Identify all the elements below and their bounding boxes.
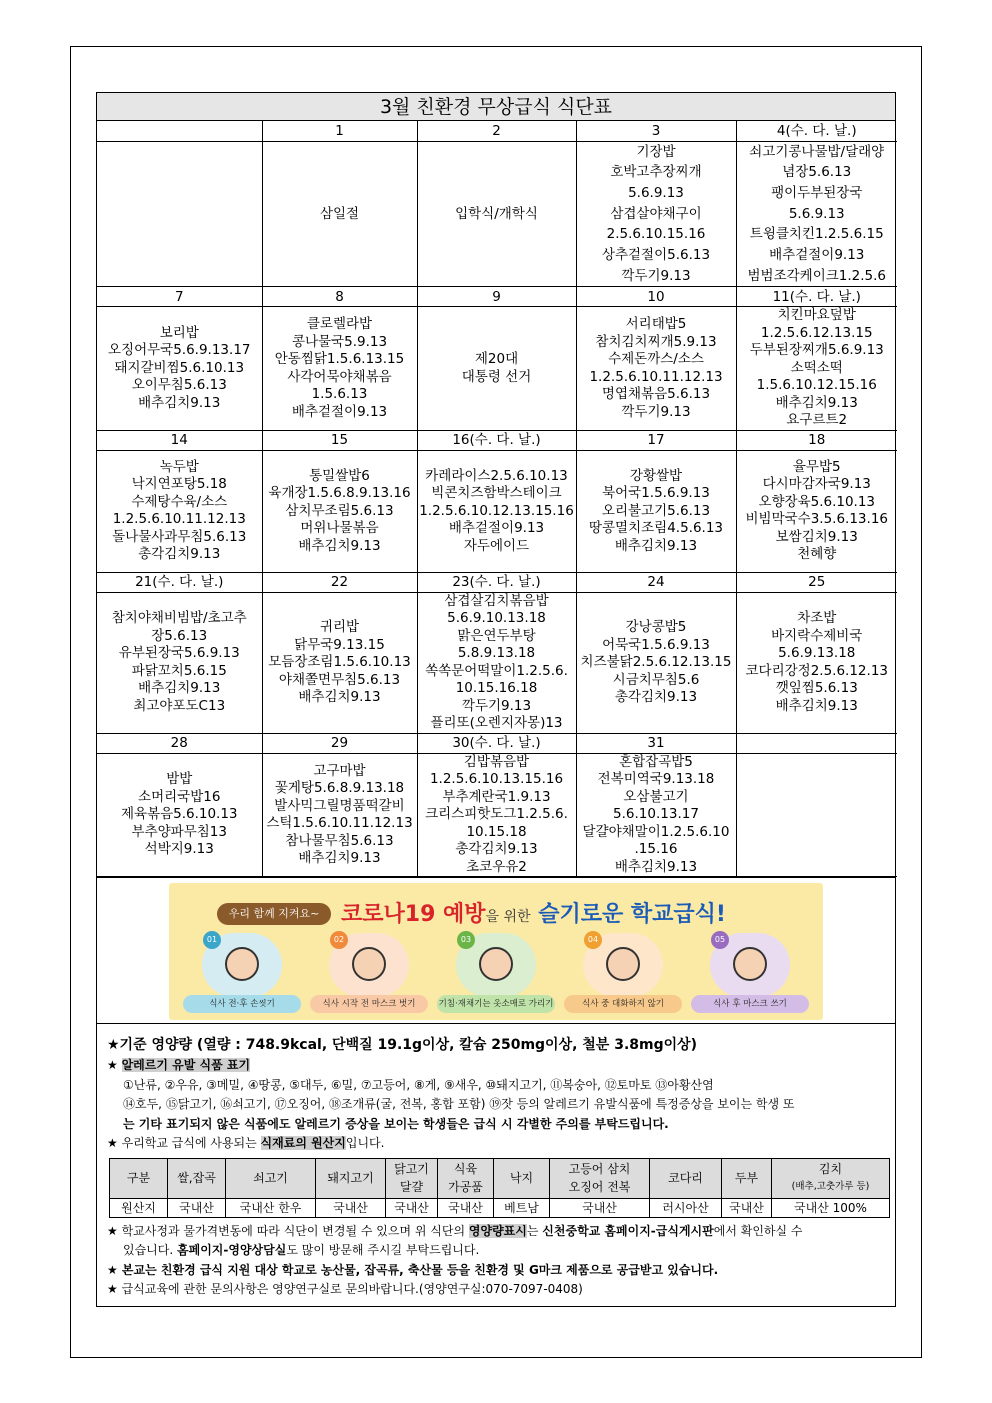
menu-item: 낙지연포탕5.18 <box>131 476 227 493</box>
origin-post: 입니다. <box>345 1136 385 1151</box>
menu-item: 소머리국밥16 <box>138 788 221 805</box>
menu-item: 자두에이드 <box>463 537 530 554</box>
menu-item: 통밀쌀밥6 <box>309 467 370 484</box>
step-number: 04 <box>584 931 602 949</box>
menu-item: 꽃게탕5.6.8.9.13.18 <box>274 780 405 797</box>
menu-item: 크리스피핫도그1.2.5.6. <box>425 806 568 823</box>
menu-item: 1.2.5.6.10.13.15.16 <box>429 771 564 788</box>
menu-row <box>97 753 897 877</box>
menu-item: 부추계란국1.9.13 <box>442 788 551 805</box>
origin-value-cell: 국내산 한우 <box>226 1198 316 1217</box>
menu-item: 소떡소떡 <box>790 359 843 376</box>
origin-heading <box>107 1134 885 1154</box>
page-title: 3월 친환경 무상급식 식단표 <box>97 93 895 121</box>
menu-item: 고구마밥 <box>313 762 366 779</box>
menu-cell <box>262 450 417 572</box>
menu-cell <box>576 753 736 877</box>
menu-item: 달걀야채말이1.2.5.6.10 <box>582 823 730 840</box>
menu-sheet <box>96 92 896 1307</box>
origin-value-cell: 국내산 <box>386 1198 438 1217</box>
origin-header-cell <box>438 1158 494 1198</box>
menu-item: 입학식/개학식 <box>455 205 538 222</box>
menu-item: 강황쌀밥 <box>629 467 683 484</box>
change-mid: 는 <box>526 1223 539 1238</box>
menu-cell <box>262 753 417 877</box>
date-cell: 22 <box>262 572 417 592</box>
menu-item: 밤밥 <box>166 771 193 788</box>
menu-item: 오징어무국5.6.9.13.17 <box>108 342 251 359</box>
menu-item: 보리밥 <box>159 324 199 341</box>
change-post: 에서 확인하실 수 <box>713 1223 803 1238</box>
step-3 <box>437 931 555 1017</box>
menu-item: 참치야채비빔밥/초고추 <box>111 610 247 627</box>
menu-item: 깻잎찜5.6.13 <box>775 680 858 697</box>
origin-header-text: 쇠고기 <box>253 1171 288 1186</box>
menu-cell <box>417 450 576 572</box>
origin-value-row <box>110 1198 890 1217</box>
menu-cell <box>736 307 897 431</box>
menu-item: 배추김치9.13 <box>138 680 221 697</box>
menu-item: 닭무국9.13.15 <box>294 636 385 653</box>
menu-item: 요구르트2 <box>786 412 848 429</box>
nutrition-standard: ★기준 영양량 (열량 : 748.9kcal, 단백질 19.1g이상, 칼슘 250mg이상, 철분 3.8mg이상) <box>107 1037 698 1054</box>
menu-item: 코다리강정2.5.6.12.13 <box>745 662 888 679</box>
menu-item: .15.16 <box>634 841 678 858</box>
menu-item: 쇠고기콩나물밥/달래양 <box>749 143 885 160</box>
menu-item: 대통령 선거 <box>461 368 532 385</box>
menu-item: 오이무침5.6.13 <box>131 377 227 394</box>
banner-headline <box>341 897 726 928</box>
menu-item: 시금치무침5.6 <box>612 671 700 688</box>
menu-item: 머위나물볶음 <box>300 520 379 537</box>
menu-cell <box>97 141 262 287</box>
menu-item: 트윙클치킨1.2.5.6.15 <box>749 226 884 243</box>
change-line2-bold: 홈페이지-영양상담실 <box>177 1243 287 1258</box>
menu-item: 배추김치9.13 <box>298 850 381 867</box>
menu-item: 육개장1.5.6.8.9.13.16 <box>268 485 411 502</box>
origin-table <box>109 1158 890 1218</box>
date-cell: 25 <box>736 572 897 592</box>
allergy-line-1: ①난류, ②우유, ③메밀, ④땅콩, ⑤대두, ⑥밀, ⑦고등어, ⑧게, ⑨새우, ⑩돼지고기, ⑪복숭아, ⑫토마토 ⑬아황산염 <box>123 1077 714 1092</box>
date-cell: 4(수. 다. 날.) <box>736 121 897 141</box>
menu-item: 야채쫄면무침5.6.13 <box>278 671 401 688</box>
menu-item: 깍두기9.13 <box>621 403 691 420</box>
menu-item: 북어국1.5.6.9.13 <box>602 485 710 502</box>
origin-highlight: 식재료의 원산지 <box>260 1136 346 1151</box>
change-notice <box>107 1222 885 1242</box>
menu-item: 총각김치9.13 <box>614 689 698 706</box>
allergy-line-2: ⑭호두, ⑮닭고기, ⑯쇠고기, ⑰오징어, ⑱조개류(굴, 전복, 홍합 포함) ⑲잣 등의 알레르기 유발식품에 특정증상을 보이는 학생 또 <box>123 1097 795 1112</box>
origin-header-text: 코다리 <box>668 1171 703 1186</box>
menu-cell <box>97 307 262 431</box>
menu-item: 모듬장조림1.5.6.10.13 <box>268 654 411 671</box>
menu-cell <box>97 592 262 733</box>
banner-row <box>97 877 895 1023</box>
origin-value-cell: 국내산 <box>722 1198 772 1217</box>
menu-item: 5.6.10.13.17 <box>613 806 699 823</box>
date-cell <box>736 733 897 753</box>
menu-item: 배추김치9.13 <box>138 394 221 411</box>
menu-item: 배추김치9.13 <box>298 537 381 554</box>
menu-cell <box>576 307 736 431</box>
date-cell: 17 <box>576 430 736 450</box>
origin-header-cell <box>772 1158 890 1198</box>
menu-item: 배추김치9.13 <box>775 697 858 714</box>
origin-value-cell: 베트남 <box>494 1198 550 1217</box>
menu-row <box>97 307 897 431</box>
date-row <box>97 733 897 753</box>
origin-header-text: 돼지고기 <box>327 1171 374 1186</box>
step-number: 01 <box>203 931 221 949</box>
menu-item: 강낭콩밥5 <box>625 619 687 636</box>
menu-item: 오리불고기5.6.13 <box>601 502 711 519</box>
menu-item: 10.15.16.18 <box>455 680 538 697</box>
menu-item: 기장밥 <box>636 143 676 160</box>
menu-item: 장5.6.13 <box>151 627 208 644</box>
menu-cell <box>262 307 417 431</box>
origin-header-text: 식육 <box>453 1162 478 1177</box>
menu-item: 비빔막국수3.5.6.13.16 <box>745 511 888 528</box>
menu-item: 배추겉절이9.13 <box>769 247 865 264</box>
menu-item: 귀리밥 <box>319 619 360 636</box>
menu-cell <box>262 592 417 733</box>
origin-value-cell: 러시아산 <box>650 1198 722 1217</box>
step-caption: 식사 후 마스크 쓰기 <box>691 995 809 1013</box>
origin-header-cell <box>168 1158 226 1198</box>
allergy-title: 알레르기 유발 식품 표기 <box>121 1058 251 1073</box>
date-cell: 30(수. 다. 날.) <box>417 733 576 753</box>
allergy-heading <box>107 1056 885 1076</box>
menu-item: 바지락수제비국 <box>771 627 863 644</box>
date-cell: 21(수. 다. 날.) <box>97 572 262 592</box>
menu-item: 삼치무조림5.6.13 <box>285 502 394 519</box>
date-cell: 2 <box>417 121 576 141</box>
menu-item: 삼겹살야채구이 <box>610 205 702 222</box>
origin-header-text: 김치 <box>818 1162 843 1177</box>
menu-cell <box>736 450 897 572</box>
origin-value-cell: 국내산 <box>438 1198 494 1217</box>
menu-item: 념장5.6.13 <box>782 164 852 181</box>
menu-row <box>97 141 897 287</box>
menu-item: 전복미역국9.13.18 <box>597 771 715 788</box>
date-cell: 1 <box>262 121 417 141</box>
menu-item: 오향장육5.6.10.13 <box>758 493 876 510</box>
menu-cell <box>736 592 897 733</box>
menu-item: 배추김치9.13 <box>614 858 698 875</box>
menu-cell <box>576 450 736 572</box>
menu-item: 총각김치9.13 <box>138 546 221 563</box>
notes-section <box>97 1023 895 1306</box>
menu-item: 5.6.9.13 <box>788 205 845 222</box>
step-1 <box>183 931 301 1017</box>
menu-item: 배추겉절이9.13 <box>291 403 388 420</box>
menu-item: 클로렐라밥 <box>306 316 373 333</box>
origin-pre: ★ 우리학교 급식에 사용되는 <box>107 1136 257 1151</box>
origin-header-text: 두부 <box>734 1171 759 1186</box>
origin-header-text: 고등어 삼치 <box>568 1162 631 1177</box>
menu-item: 어묵국1.5.6.9.13 <box>602 636 710 653</box>
star-icon: ★ <box>107 1058 118 1073</box>
origin-header-cell <box>550 1158 650 1198</box>
menu-item: 카레라이스2.5.6.10.13 <box>425 467 568 484</box>
origin-value-cell: 국내산 <box>550 1198 650 1217</box>
menu-item: 총각김치9.13 <box>455 841 538 858</box>
menu-item: 콩나물국5.9.13 <box>291 333 388 350</box>
date-cell: 31 <box>576 733 736 753</box>
menu-row <box>97 592 897 733</box>
menu-item: 빅콘치즈함박스테이크 <box>431 485 562 502</box>
menu-item: 맑은연두부탕 <box>457 627 536 644</box>
menu-item: 1.5.6.13 <box>311 386 368 403</box>
menu-cell <box>97 450 262 572</box>
menu-item: 깍두기9.13 <box>621 267 691 284</box>
menu-item: 다시마감자국9.13 <box>762 476 871 493</box>
menu-item: 부추양파무침13 <box>131 823 227 840</box>
menu-item: 초코우유2 <box>466 858 527 875</box>
menu-cell <box>417 753 576 877</box>
menu-item: 1.5.6.10.12.15.16 <box>756 377 877 394</box>
menu-item: 녹두밥 <box>159 458 199 475</box>
menu-item: 호박고추장찌개 <box>610 164 702 181</box>
menu-item: 안동찜닭1.5.6.13.15 <box>274 351 405 368</box>
allergy-line-3: 는 기타 표기되지 않은 식품에도 알레르기 증상을 보이는 학생들은 급식 시 각별한 주의를 부탁드립니다. <box>123 1116 669 1131</box>
banner-pill: 우리 함께 지켜요~ <box>217 903 331 925</box>
menu-item: 배추김치9.13 <box>614 537 698 554</box>
menu-item: 삼일절 <box>319 205 360 222</box>
menu-item: 파닭꼬치5.6.15 <box>131 662 227 679</box>
menu-cell <box>262 141 417 287</box>
banner-headline-blue: 슬기로운 학교급식! <box>538 902 726 928</box>
origin-header-cell <box>226 1158 316 1198</box>
origin-value-cell: 국내산 <box>168 1198 226 1217</box>
menu-item: 석박지9.13 <box>144 841 214 858</box>
date-row <box>97 121 897 141</box>
date-cell: 7 <box>97 287 262 307</box>
menu-cell <box>417 592 576 733</box>
date-row <box>97 430 897 450</box>
step-caption: 식사 중 대화하지 않기 <box>564 995 682 1013</box>
origin-header-cell <box>650 1158 722 1198</box>
date-cell: 23(수. 다. 날.) <box>417 572 576 592</box>
date-cell: 15 <box>262 430 417 450</box>
change-bold: 신천중학교 홈페이지-급식게시판 <box>542 1223 714 1238</box>
menu-item: 율무밥5 <box>792 458 841 475</box>
origin-header-cell <box>316 1158 386 1198</box>
step-5 <box>691 931 809 1017</box>
date-cell: 16(수. 다. 날.) <box>417 430 576 450</box>
menu-item: 1.2.5.6.12.13.15 <box>760 324 873 341</box>
menu-item: 5.6.9.13.18 <box>778 645 856 662</box>
step-number: 05 <box>711 931 729 949</box>
menu-cell <box>736 753 897 877</box>
date-row <box>97 572 897 592</box>
menu-item: 5.6.9.13 <box>628 184 684 201</box>
origin-value-cell: 국내산 100% <box>772 1198 890 1217</box>
banner-headline-small: 을 위한 <box>485 909 531 926</box>
menu-item: 명엽채볶음5.6.13 <box>601 386 711 403</box>
menu-item: 1.2.5.6.10.11.12.13 <box>112 511 246 528</box>
menu-item: 팽이두부된장국 <box>771 184 863 201</box>
banner-steps <box>183 931 811 1017</box>
date-cell: 29 <box>262 733 417 753</box>
step-4 <box>564 931 682 1017</box>
origin-header-text: (배추,고춧가루 등) <box>791 1181 870 1193</box>
date-cell: 24 <box>576 572 736 592</box>
menu-item: 수제탕수육/소스 <box>131 493 228 510</box>
menu-item: 1.2.5.6.10.11.12.13 <box>589 368 723 385</box>
menu-item: 보쌈김치9.13 <box>775 528 858 545</box>
menu-item: 서리태밥5 <box>625 316 687 333</box>
origin-value-cell: 국내산 <box>316 1198 386 1217</box>
origin-header-cell <box>386 1158 438 1198</box>
change-pre: ★ 학교사정과 물가격변동에 따라 식단이 변경될 수 있으며 위 식단의 <box>107 1223 466 1238</box>
menu-cell <box>417 307 576 431</box>
menu-item: 제육볶음5.6.10.13 <box>120 806 238 823</box>
menu-item: 10.15.18 <box>466 823 527 840</box>
menu-item: 5.6.9.10.13.18 <box>447 610 546 627</box>
menu-item: 쏙쏙문어떡말이1.2.5.6. <box>425 662 568 679</box>
date-cell: 11(수. 다. 날.) <box>736 287 897 307</box>
menu-item: 혼합잡곡밥5 <box>619 753 693 770</box>
change-highlight: 영양량표시 <box>468 1223 527 1238</box>
menu-item: 수제돈까스/소스 <box>608 351 704 368</box>
step-caption: 기침·재채기는 옷소매로 가리기 <box>437 995 555 1013</box>
menu-item: 배추김치9.13 <box>775 394 858 411</box>
origin-header-row <box>110 1158 890 1198</box>
menu-item: 플리또(오렌지자몽)13 <box>430 715 563 732</box>
date-cell: 18 <box>736 430 897 450</box>
menu-item: 5.8.9.13.18 <box>457 645 536 662</box>
menu-item: 삼겹살김치볶음밥 <box>444 592 549 609</box>
eco-notice: ★ 본교는 친환경 급식 지원 대상 학교로 농산물, 잡곡류, 축산물 등을 친환경 및 G마크 제품으로 공급받고 있습니다. <box>107 1262 719 1277</box>
date-cell: 10 <box>576 287 736 307</box>
date-row <box>97 287 897 307</box>
menu-item: 1.2.5.6.10.12.13.15.16 <box>419 502 574 519</box>
origin-header-text: 오징어 전복 <box>568 1180 631 1195</box>
contact-notice: ★ 급식교육에 관한 문의사항은 영양연구실로 문의바랍니다.(영양연구실:070-7097-0408) <box>107 1282 583 1297</box>
date-cell: 28 <box>97 733 262 753</box>
menu-item: 2.5.6.10.15.16 <box>606 226 706 243</box>
origin-header-text: 낙지 <box>509 1171 534 1186</box>
step-caption: 식사 전·후 손씻기 <box>183 995 301 1013</box>
covid-banner <box>169 883 823 1020</box>
origin-header-text: 쌀,잡곡 <box>177 1171 216 1186</box>
menu-item: 스틱1.5.6.10.11.12.13 <box>266 815 413 832</box>
menu-item: 차조밥 <box>797 610 837 627</box>
menu-item: 깍두기9.13 <box>461 697 532 714</box>
menu-item: 김밥볶음밥 <box>463 753 530 770</box>
step-number: 02 <box>330 931 348 949</box>
origin-header-cell <box>494 1158 550 1198</box>
origin-value-cell: 원산지 <box>110 1198 168 1217</box>
origin-header-cell <box>722 1158 772 1198</box>
menu-item: 두부된장찌개5.6.9.13 <box>749 342 884 359</box>
origin-header-text: 닭고기 <box>394 1162 429 1177</box>
menu-item: 돼지갈비찜5.6.10.13 <box>114 359 245 376</box>
menu-item: 사각어묵야채볶음 <box>287 368 392 385</box>
date-cell: 14 <box>97 430 262 450</box>
change-notice-2 <box>107 1241 885 1261</box>
menu-cell <box>576 592 736 733</box>
menu-item: 땅콩멸치조림4.5.6.13 <box>588 520 724 537</box>
menu-cell <box>417 141 576 287</box>
menu-item: 범범조각케이크1.2.5.6 <box>747 267 887 284</box>
origin-header-cell <box>110 1158 168 1198</box>
menu-item: 배추김치9.13 <box>298 689 381 706</box>
menu-item: 치킨마요덮밥 <box>777 307 856 324</box>
menu-cell <box>97 753 262 877</box>
origin-header-text: 구분 <box>126 1171 151 1186</box>
step-caption: 식사 시작 전 마스크 벗기 <box>310 995 428 1013</box>
menu-item: 치즈불닭2.5.6.12.13.15 <box>580 654 732 671</box>
banner-headline-red: 코로나19 예방 <box>341 902 486 928</box>
menu-item: 유부된장국5.6.9.13 <box>118 645 240 662</box>
menu-cell <box>576 141 736 287</box>
step-2 <box>310 931 428 1017</box>
menu-item: 상추겉절이5.6.13 <box>601 247 711 264</box>
menu-item: 제20대 <box>474 351 519 368</box>
menu-item: 참나물무침5.6.13 <box>285 832 394 849</box>
menu-item: 천혜향 <box>797 546 837 563</box>
date-cell: 3 <box>576 121 736 141</box>
menu-item: 참치김치찌개5.9.13 <box>595 333 717 350</box>
date-cell: 9 <box>417 287 576 307</box>
menu-item: 돌나물사과무침5.6.13 <box>112 528 247 545</box>
date-cell: 8 <box>262 287 417 307</box>
origin-header-text: 달걀 <box>399 1180 424 1195</box>
change-line2-post: 도 많이 방문해 주시길 부탁드립니다. <box>286 1243 480 1258</box>
menu-row <box>97 450 897 572</box>
step-number: 03 <box>457 931 475 949</box>
menu-item: 발사믹그릴명품떡갈비 <box>274 797 405 814</box>
menu-item: 최고야포도C13 <box>133 697 226 714</box>
menu-table <box>97 121 897 877</box>
change-line2-pre: 있습니다. <box>123 1243 174 1258</box>
date-cell <box>97 121 262 141</box>
menu-item: 배추겉절이9.13 <box>448 520 545 537</box>
menu-item: 오삼불고기 <box>623 788 689 805</box>
origin-header-text: 가공품 <box>448 1180 483 1195</box>
menu-cell <box>736 141 897 287</box>
